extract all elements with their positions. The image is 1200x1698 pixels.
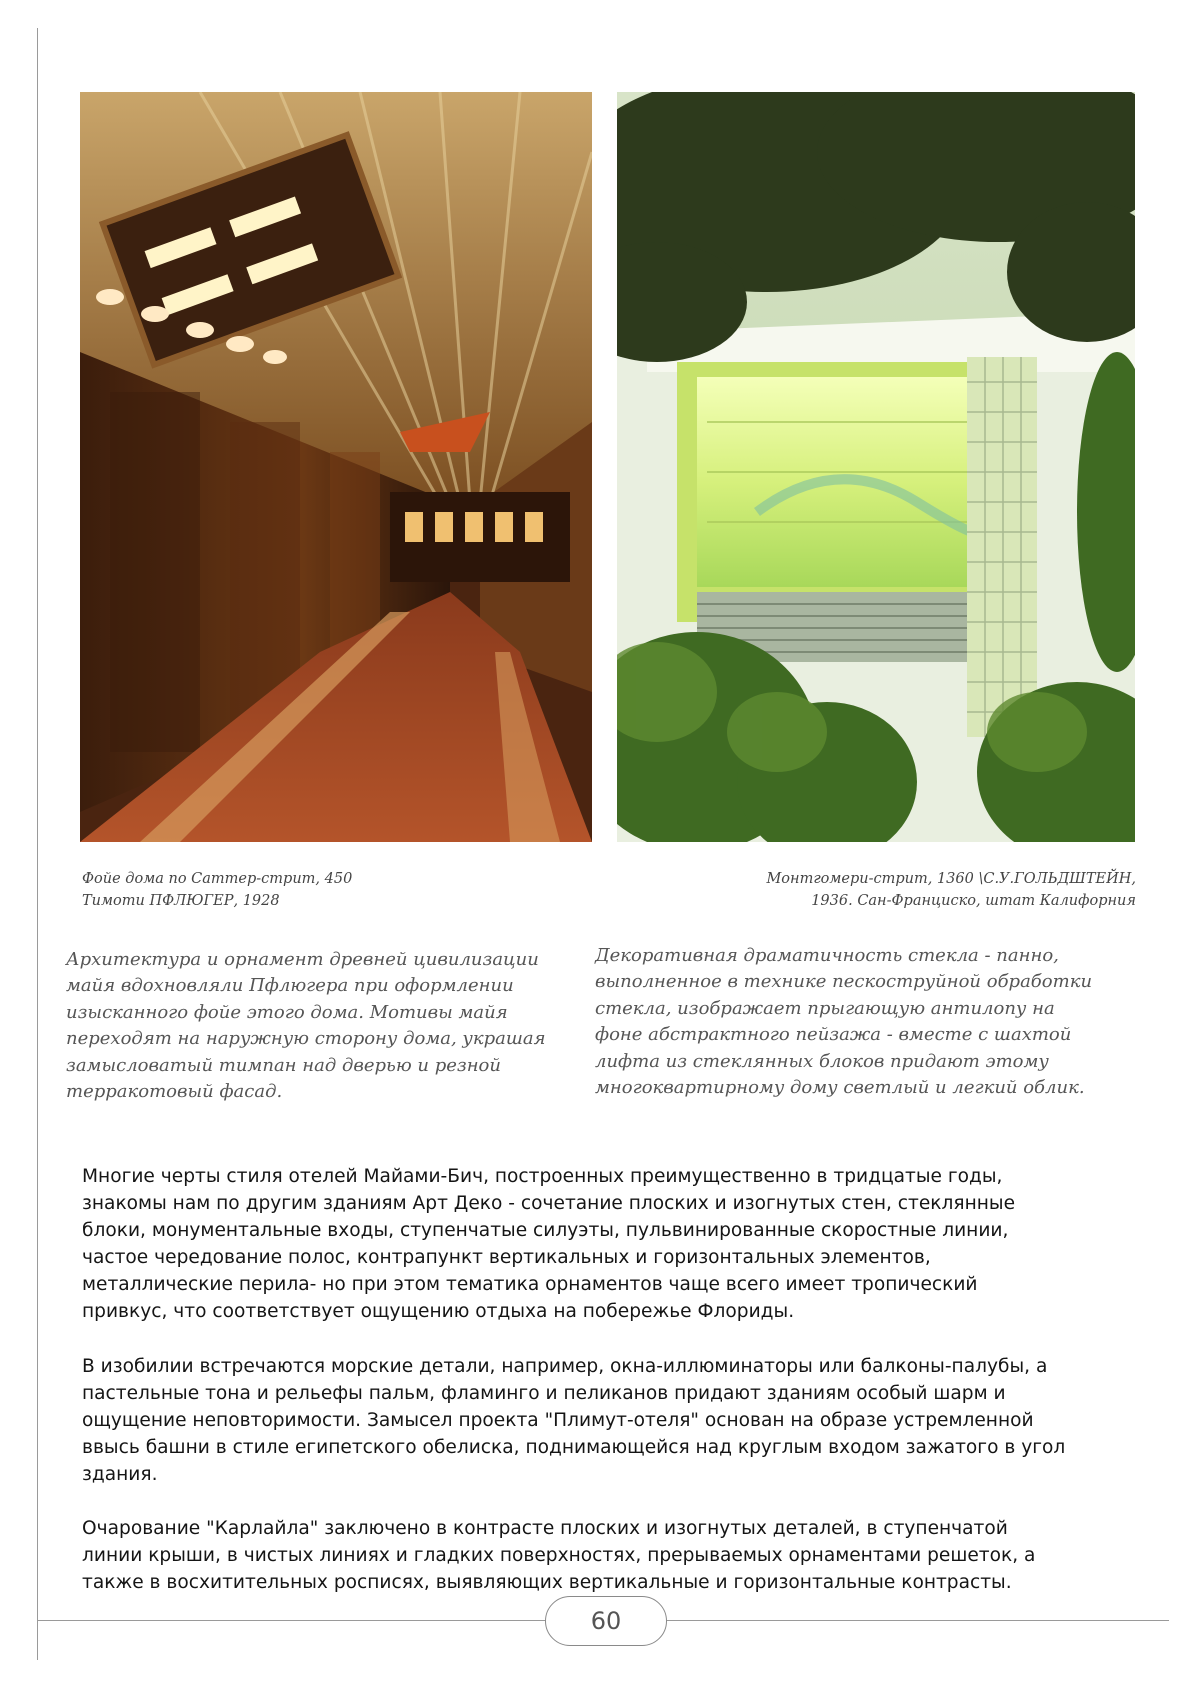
page-frame-bottom-rule-right	[666, 1620, 1169, 1621]
body-line: частое чередование полос, контрапункт вертикальных и горизонтальных элементов,	[82, 1244, 1162, 1271]
body-line: также в восхитительных росписях, выявляющих вертикальные и горизонтальные контрасты.	[82, 1569, 1162, 1596]
description-right-line: многоквартирному дому светлый и легкий облик.	[595, 1075, 1155, 1101]
body-line: пастельные тона и рельефы пальм, фламинго и пеликанов придают зданиям особый шарм и	[82, 1380, 1162, 1407]
body-line: знакомы нам по другим зданиям Арт Деко - сочетание плоских и изогнутых стен, стеклянные	[82, 1190, 1162, 1217]
body-paragraph-3	[82, 1515, 1162, 1596]
body-line: металлические перила- но при этом тематика орнаментов чаще всего имеет тропический	[82, 1271, 1162, 1298]
body-line: блоки, монументальные входы, ступенчатые силуэты, пульвинированные скоростные линии,	[82, 1217, 1162, 1244]
caption-left	[82, 868, 562, 912]
photo-glass-facade	[617, 92, 1135, 842]
caption-right-line: 1936. Сан-Франциско, штат Калифорния	[640, 890, 1136, 912]
description-left-line: Архитектура и орнамент древней цивилизации	[66, 947, 586, 973]
description-right-line: фоне абстрактного пейзажа - вместе с шахтой	[595, 1022, 1155, 1048]
description-right-line: стекла, изображает прыгающую антилопу на	[595, 996, 1155, 1022]
body-line: ощущение неповторимости. Замысел проекта "Плимут-отеля" основан на образе устремленной	[82, 1407, 1162, 1434]
description-right-line: выполненное в технике пескоструйной обработки	[595, 969, 1155, 995]
body-paragraph-2	[82, 1353, 1162, 1488]
description-right-line: Декоративная драматичность стекла - панно,	[595, 943, 1155, 969]
body-line: ввысь башни в стиле египетского обелиска, поднимающейся над круглым входом зажатого в угол	[82, 1434, 1162, 1461]
description-left-line: майя вдохновляли Пфлюгера при оформлении	[66, 973, 586, 999]
body-line: Очарование "Карлайла" заключено в контрасте плоских и изогнутых деталей, в ступенчатой	[82, 1515, 1162, 1542]
description-left-line: изысканного фойе этого дома. Мотивы майя	[66, 1000, 586, 1026]
caption-right-line: Монтгомери-стрит, 1360 \С.У.ГОЛЬДШТЕЙН,	[640, 868, 1136, 890]
photo-foyer	[80, 92, 592, 842]
description-left	[66, 947, 586, 1105]
description-right-line: лифта из стеклянных блоков придают этому	[595, 1049, 1155, 1075]
body-line: Многие черты стиля отелей Майами-Бич, построенных преимущественно в тридцатые годы,	[82, 1163, 1162, 1190]
body-line: привкус, что соответствует ощущению отдыха на побережье Флориды.	[82, 1298, 1162, 1325]
description-left-line: терракотовый фасад.	[66, 1079, 586, 1105]
description-left-line: замысловатый тимпан над дверью и резной	[66, 1053, 586, 1079]
body-paragraph-1	[82, 1163, 1162, 1325]
page-frame-left-rule	[37, 28, 38, 1660]
page-number: 60	[545, 1596, 667, 1646]
body-line: линии крыши, в чистых линиях и гладких поверхностях, прерываемых орнаментами решеток, а	[82, 1542, 1162, 1569]
caption-left-line: Фойе дома по Саттер-стрит, 450	[82, 868, 562, 890]
caption-right	[640, 868, 1136, 912]
body-line: В изобилии встречаются морские детали, например, окна-иллюминаторы или балконы-палубы, а	[82, 1353, 1162, 1380]
caption-left-line: Тимоти ПФЛЮГЕР, 1928	[82, 890, 562, 912]
body-line: здания.	[82, 1461, 1162, 1488]
description-right	[595, 943, 1155, 1101]
description-left-line: переходят на наружную сторону дома, украшая	[66, 1026, 586, 1052]
page-frame-bottom-rule-left	[37, 1620, 547, 1621]
